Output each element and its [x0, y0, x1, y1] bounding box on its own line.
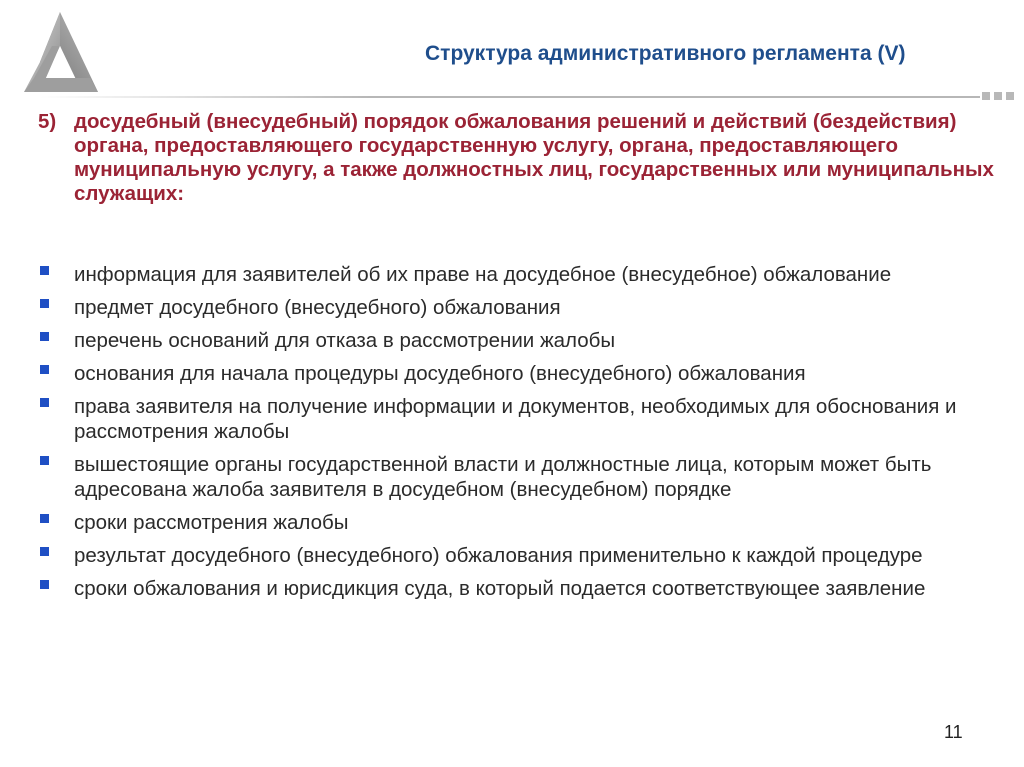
list-item	[38, 361, 1013, 386]
list-item-text: предмет досудебного (внесудебного) обжалования	[74, 296, 561, 319]
title-divider	[40, 92, 1020, 102]
list-item-text: права заявителя на получение информации и документов, необходимых для обоснования и рассмотрения жалобы	[74, 395, 957, 443]
page-number: 11	[944, 722, 963, 742]
square-bullet-icon	[40, 456, 49, 465]
square-bullet-icon	[40, 514, 49, 523]
list-item	[38, 394, 1013, 444]
list-item-text: вышестоящие органы государственной власти и должностные лица, которым может быть адресована жалоба заявителя в досудебном (внесудебном) порядке	[74, 453, 932, 501]
list-item	[38, 262, 1013, 287]
bullet-list	[38, 262, 1013, 609]
heading-number: 5)	[38, 110, 57, 133]
divider-square	[994, 92, 1002, 100]
square-bullet-icon	[40, 332, 49, 341]
divider-line	[40, 96, 980, 98]
list-item-text: сроки обжалования и юрисдикция суда, в который подается соответствующее заявление	[74, 577, 926, 600]
square-bullet-icon	[40, 547, 49, 556]
square-bullet-icon	[40, 266, 49, 275]
square-bullet-icon	[40, 365, 49, 374]
square-bullet-icon	[40, 299, 49, 308]
list-item	[38, 543, 1013, 568]
slide-title: Структура административного регламента (V)	[425, 42, 906, 65]
list-item-text: информация для заявителей об их праве на досудебное (внесудебное) обжалование	[74, 263, 892, 286]
list-item	[38, 328, 1013, 353]
square-bullet-icon	[40, 398, 49, 407]
list-item-text: сроки рассмотрения жалобы	[74, 511, 349, 534]
list-item	[38, 510, 1013, 535]
list-item-text: результат досудебного (внесудебного) обжалования применительно к каждой процедуре	[74, 544, 923, 567]
list-item-text: основания для начала процедуры досудебного (внесудебного) обжалования	[74, 362, 806, 385]
list-item	[38, 295, 1013, 320]
section-heading	[38, 110, 1013, 206]
list-item	[38, 452, 1013, 502]
square-bullet-icon	[40, 580, 49, 589]
heading-text: досудебный (внесудебный) порядок обжалования решений и действий (бездействия) органа, предоставляющего государственную услугу, органа, предоставляющего муниципальную услугу, а также должностных лиц, государственных или муниципальных служащих:	[74, 110, 994, 205]
divider-square	[1006, 92, 1014, 100]
list-item-text: перечень оснований для отказа в рассмотрении жалобы	[74, 329, 616, 352]
impossible-triangle-logo	[20, 10, 100, 100]
divider-square	[982, 92, 990, 100]
list-item	[38, 576, 1013, 601]
